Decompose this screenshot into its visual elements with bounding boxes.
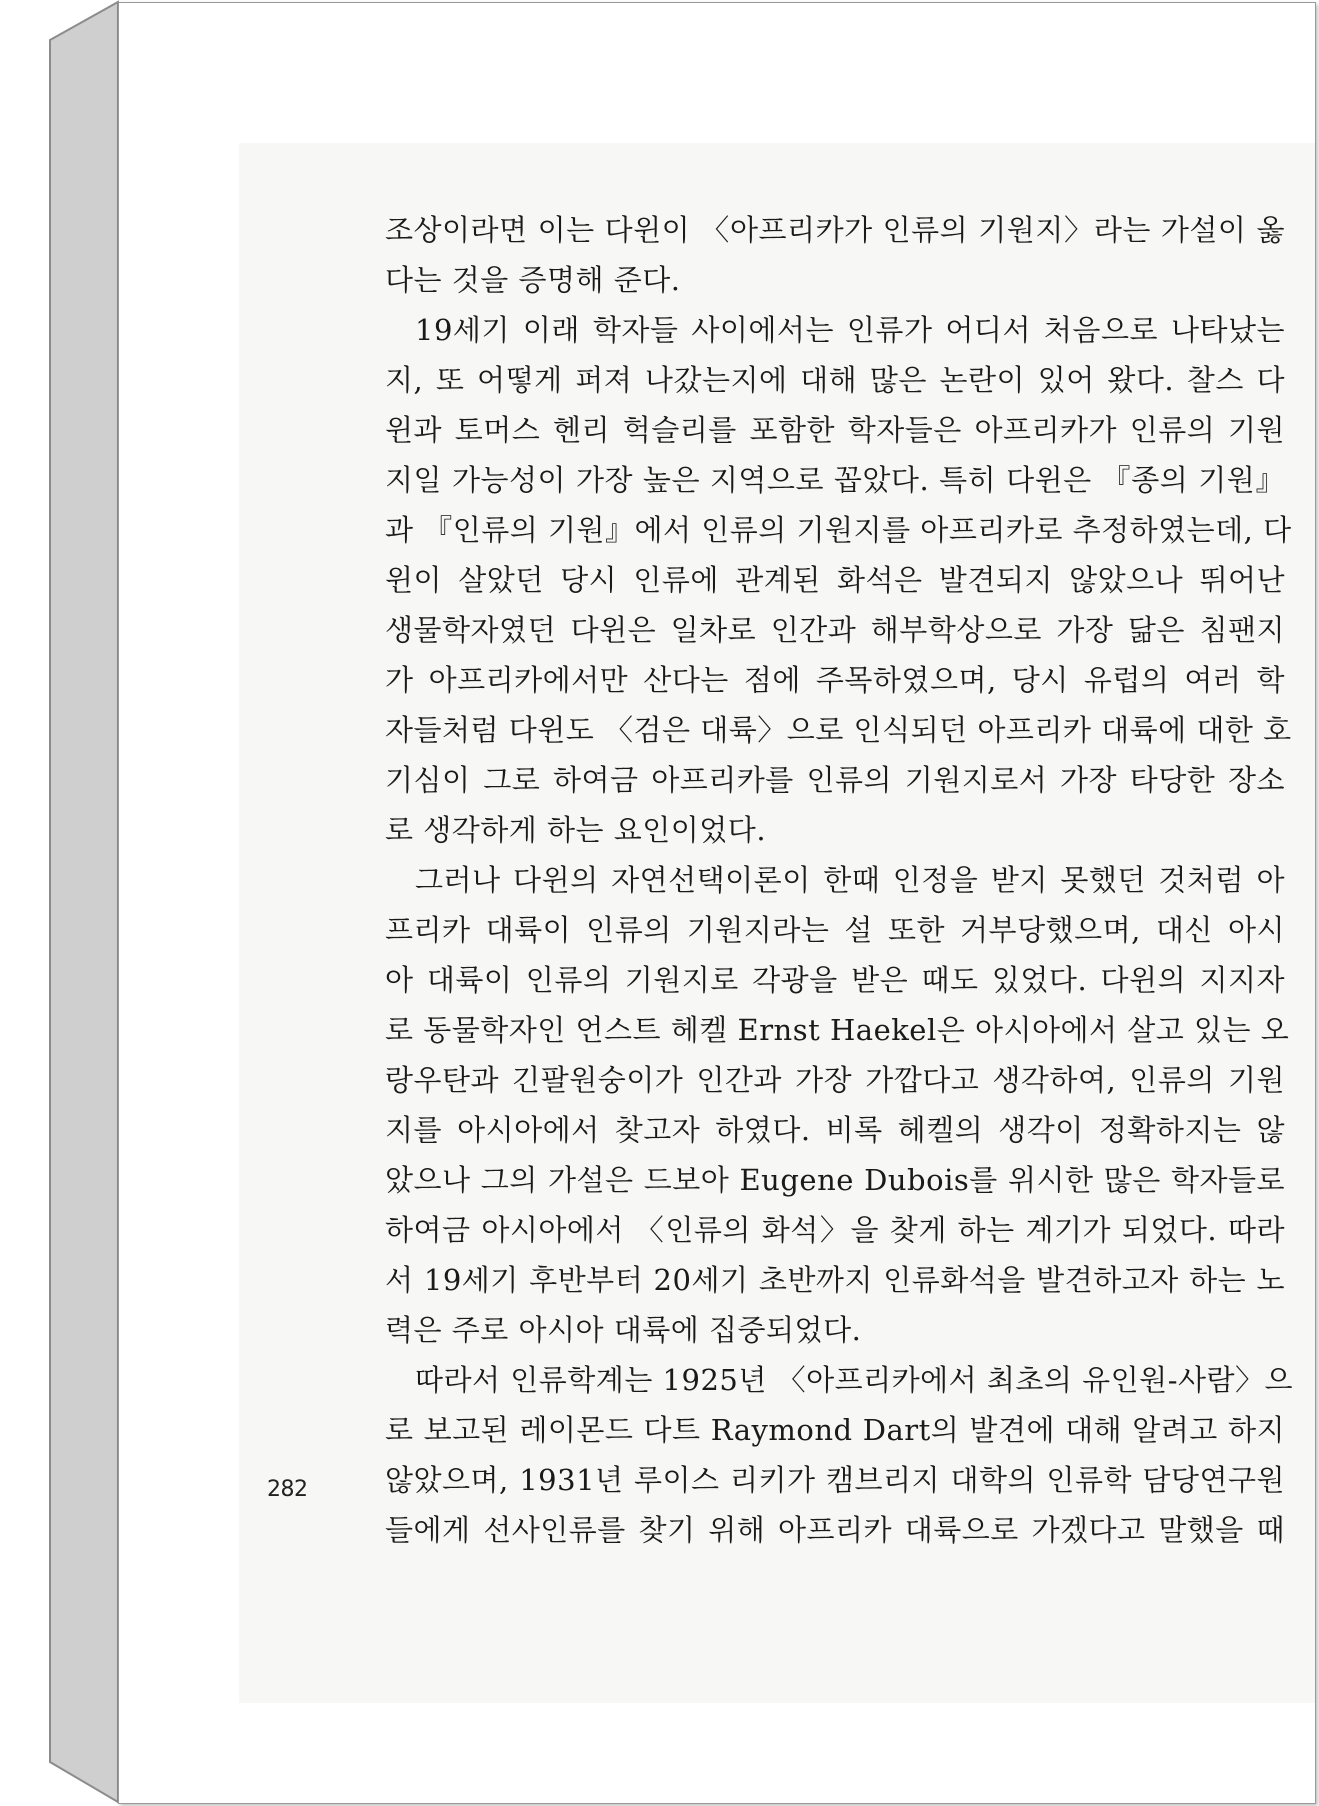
text-line: 가 아프리카에서만 산다는 점에 주목하였으며, 당시 유럽의 여러 학 bbox=[385, 663, 1285, 697]
text-line: 아 대륙이 인류의 기원지로 각광을 받은 때도 있었다. 다윈의 지지자 bbox=[385, 963, 1285, 997]
text-line: 윈과 토머스 헨리 헉슬리를 포함한 학자들은 아프리카가 인류의 기원 bbox=[385, 413, 1285, 447]
text-line: 19세기 이래 학자들 사이에서는 인류가 어디서 처음으로 나타났는 bbox=[415, 313, 1285, 347]
text-line: 않았으며, 1931년 루이스 리키가 캠브리지 대학의 인류학 담당연구원 bbox=[385, 1463, 1285, 1497]
scanned-text-area bbox=[239, 143, 1315, 1703]
text-line: 력은 주로 아시아 대륙에 집중되었다. bbox=[385, 1313, 862, 1347]
text-line: 로 생각하게 하는 요인이었다. bbox=[385, 813, 767, 847]
text-line: 랑우탄과 긴팔원숭이가 인간과 가장 가깝다고 생각하여, 인류의 기원 bbox=[385, 1063, 1285, 1097]
text-line: 과 『인류의 기원』에서 인류의 기원지를 아프리카로 추정하였는데, 다 bbox=[385, 513, 1292, 547]
text-line: 조상이라면 이는 다윈이 〈아프리카가 인류의 기원지〉라는 가설이 옳 bbox=[385, 213, 1285, 247]
body-text bbox=[385, 205, 1294, 1555]
text-line: 지를 아시아에서 찾고자 하였다. 비록 헤켈의 생각이 정확하지는 않 bbox=[385, 1113, 1285, 1147]
text-line: 서 19세기 후반부터 20세기 초반까지 인류화석을 발견하고자 하는 노 bbox=[385, 1263, 1285, 1297]
text-line: 지일 가능성이 가장 높은 지역으로 꼽았다. 특히 다윈은 『종의 기원』 bbox=[385, 463, 1285, 497]
text-line: 하여금 아시아에서 〈인류의 화석〉을 찾게 하는 계기가 되었다. 따라 bbox=[385, 1213, 1285, 1247]
paragraph-1 bbox=[385, 205, 1285, 305]
text-line: 윈이 살았던 당시 인류에 관계된 화석은 발견되지 않았으나 뛰어난 bbox=[385, 563, 1285, 597]
text-line: 다는 것을 증명해 준다. bbox=[385, 263, 681, 297]
text-line: 그러나 다윈의 자연선택이론이 한때 인정을 받지 못했던 것처럼 아 bbox=[415, 863, 1285, 897]
page-number: 282 bbox=[267, 1477, 308, 1502]
paragraph-4 bbox=[385, 1355, 1294, 1555]
text-line: 프리카 대륙이 인류의 기원지라는 설 또한 거부당했으며, 대신 아시 bbox=[385, 913, 1285, 947]
paragraph-2 bbox=[385, 305, 1292, 855]
paragraph-3 bbox=[385, 855, 1290, 1355]
text-line: 로 동물학자인 언스트 헤켈 Ernst Haekel은 아시아에서 살고 있는 오 bbox=[385, 1013, 1290, 1047]
text-line: 로 보고된 레이몬드 다트 Raymond Dart의 발견에 대해 알려고 하지 bbox=[385, 1413, 1285, 1447]
book-page bbox=[118, 2, 1316, 1804]
text-line: 들에게 선사인류를 찾기 위해 아프리카 대륙으로 가겠다고 말했을 때 bbox=[385, 1513, 1285, 1547]
text-line: 지, 또 어떻게 퍼져 나갔는지에 대해 많은 논란이 있어 왔다. 찰스 다 bbox=[385, 363, 1285, 397]
text-line: 생물학자였던 다윈은 일차로 인간과 해부학상으로 가장 닮은 침팬지 bbox=[385, 613, 1285, 647]
text-line: 기심이 그로 하여금 아프리카를 인류의 기원지로서 가장 타당한 장소 bbox=[385, 763, 1285, 797]
text-line: 따라서 인류학계는 1925년 〈아프리카에서 최초의 유인원-사람〉으 bbox=[415, 1363, 1294, 1397]
text-line: 았으나 그의 가설은 드보아 Eugene Dubois를 위시한 많은 학자들로 bbox=[385, 1163, 1285, 1197]
text-line: 자들처럼 다윈도 〈검은 대륙〉으로 인식되던 아프리카 대륙에 대한 호 bbox=[385, 713, 1292, 747]
